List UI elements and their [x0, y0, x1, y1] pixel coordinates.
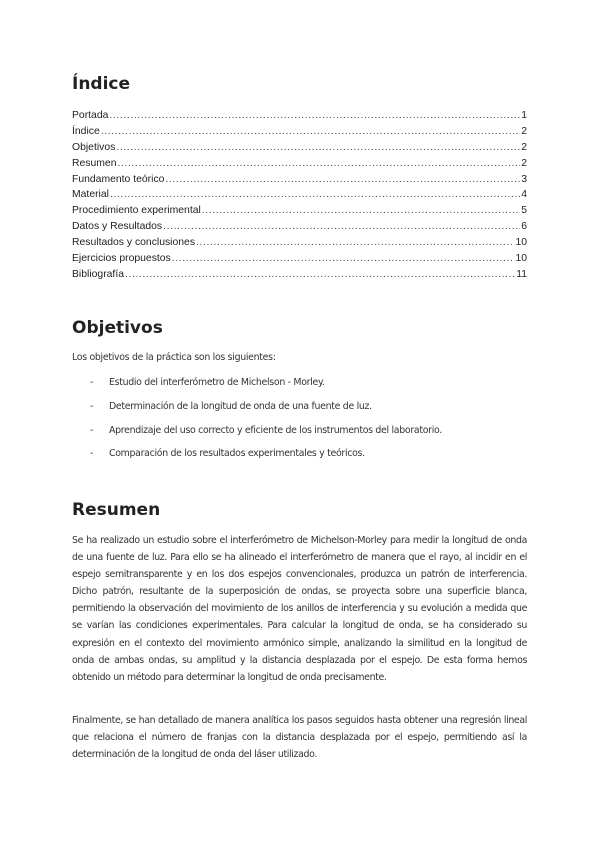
toc-entry[interactable] — [72, 267, 527, 283]
toc-entry[interactable] — [72, 219, 527, 235]
toc-entry-label: Resumen — [72, 157, 117, 169]
toc-entry[interactable] — [72, 172, 527, 188]
list-item-text: Estudio del interferómetro de Michelson - Morley. — [109, 377, 325, 388]
toc-entry-page: 5 — [521, 205, 527, 217]
toc-leader-dots — [163, 219, 520, 235]
objetivos-list — [72, 376, 442, 471]
toc-entry-page: 2 — [521, 125, 527, 137]
toc-entry[interactable] — [72, 156, 527, 172]
toc-leader-dots — [196, 235, 514, 251]
toc-leader-dots — [116, 140, 520, 156]
toc-entry-page: 10 — [515, 253, 527, 265]
toc-entry-label: Material — [72, 189, 109, 201]
toc-entry[interactable] — [72, 124, 527, 140]
objetivos-intro: Los objetivos de la práctica son los siguientes: — [72, 352, 276, 363]
toc-leader-dots — [125, 267, 515, 283]
toc-entry-page: 6 — [521, 221, 527, 233]
bullet-dash: - — [90, 448, 94, 460]
toc-entry[interactable] — [72, 108, 527, 124]
toc-entry-page: 3 — [521, 173, 527, 185]
list-item-text: Comparación de los resultados experimentales y teóricos. — [109, 448, 365, 460]
objetivos-heading: Objetivos — [72, 318, 163, 338]
toc-leader-dots — [109, 108, 520, 124]
toc-entry-label: Resultados y conclusiones — [72, 237, 196, 249]
bullet-dash: - — [90, 400, 94, 412]
toc-entry-page: 2 — [521, 141, 527, 153]
table-of-contents — [72, 108, 527, 283]
toc-entry-label: Bibliografía — [72, 268, 124, 280]
toc-entry-label: Objetivos — [72, 141, 116, 153]
toc-leader-dots — [202, 203, 520, 219]
toc-entry-label: Índice — [72, 125, 100, 137]
bullet-dash: - — [90, 424, 94, 436]
toc-leader-dots — [165, 172, 520, 188]
toc-entry[interactable] — [72, 187, 527, 203]
list-item — [72, 424, 442, 448]
toc-entry-page: 4 — [521, 189, 527, 201]
toc-entry-label: Fundamento teórico — [72, 173, 165, 185]
toc-leader-dots — [101, 124, 520, 140]
list-item — [72, 376, 442, 400]
toc-entry-label: Datos y Resultados — [72, 221, 163, 233]
toc-entry-label: Procedimiento experimental — [72, 205, 201, 217]
toc-leader-dots — [117, 156, 520, 172]
toc-entry[interactable] — [72, 251, 527, 267]
resumen-paragraph: Se ha realizado un estudio sobre el interferómetro de Michelson-Morley para medir la longitud de onda de una fuente de luz. Para ello se ha alineado el interferómetro de manera que el rayo, al incidir en el espejo semitransparente y en los dos espejos convencionales, produzca un patrón de interferencia. Dicho patrón, resultante de la superposición de ondas, se proyecta sobre una superficie blanca, permitiendo la observación del movimiento de los anillos de interferencia y su evolución a medida que se varían las condiciones experimentales. Para calcular la longitud de onda, se ha considerado su expresión en el contexto del movimiento armónico simple, analizando la similitud en la longitud de onda de ambas ondas, su amplitud y la distancia desplazada por el espejo. De esta forma hemos obtenido un método para determinar la longitud de onda precisamente. — [72, 535, 527, 683]
toc-entry-page: 10 — [515, 237, 527, 249]
toc-entry[interactable] — [72, 203, 527, 219]
toc-entry-label: Ejercicios propuestos — [72, 253, 171, 265]
toc-entry-page: 1 — [521, 110, 527, 121]
list-item — [72, 447, 442, 471]
toc-entry[interactable] — [72, 235, 527, 251]
toc-leader-dots — [110, 187, 520, 203]
toc-leader-dots — [172, 251, 515, 267]
list-item-text: Aprendizaje del uso correcto y eficiente de los instrumentos del laboratorio. — [109, 424, 442, 436]
list-item-text: Determinación de la longitud de onda de una fuente de luz. — [109, 400, 372, 412]
toc-entry-label: Portada — [72, 110, 109, 121]
bullet-dash: - — [90, 377, 94, 388]
resumen-heading: Resumen — [72, 500, 161, 520]
list-item — [72, 400, 442, 424]
toc-entry-page: 11 — [516, 268, 527, 280]
toc-heading: Índice — [72, 74, 131, 94]
toc-entry-page: 2 — [521, 157, 527, 169]
resumen-paragraph: Finalmente, se han detallado de manera analítica los pasos seguidos hasta obtener una regresión lineal que relaciona el número de franjas con la distancia desplazada por el espejo, permitiendo así la determinación de la longitud de onda del láser utilizado. — [72, 715, 527, 761]
toc-entry[interactable] — [72, 140, 527, 156]
